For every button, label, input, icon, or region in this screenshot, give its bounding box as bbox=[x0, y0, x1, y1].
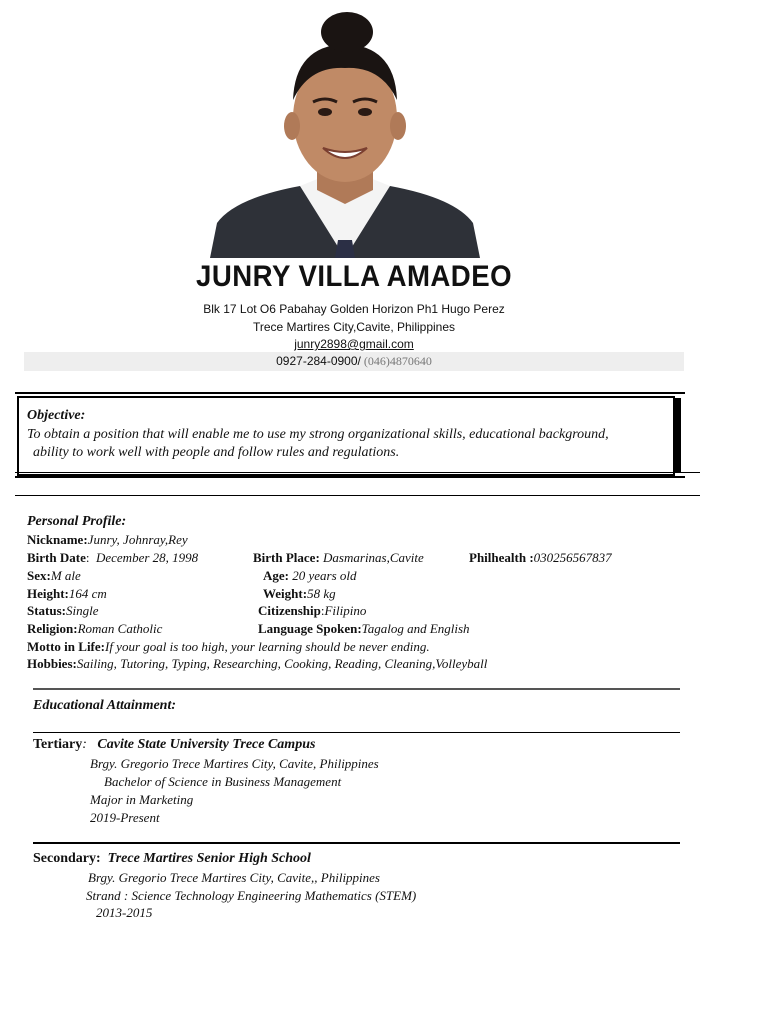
tertiary-address: Brgy. Gregorio Trece Martires City, Cavite, Philippines bbox=[90, 756, 379, 771]
objective-text bbox=[27, 426, 667, 462]
education-top-rule bbox=[33, 688, 680, 690]
religion-row: Religion:Roman Catholic bbox=[27, 621, 163, 636]
secondary-top-rule bbox=[33, 842, 680, 844]
citizenship-row: Citizenship:Filipino bbox=[258, 603, 367, 618]
profile-photo bbox=[205, 8, 485, 258]
nickname-row: Nickname:Junry, Johnray,Rey bbox=[27, 532, 188, 547]
secondary-row: Secondary: Trece Martires Senior High School bbox=[33, 851, 311, 866]
motto-row: Motto in Life:If your goal is too high, your learning should be never ending. bbox=[27, 639, 430, 654]
objective-title: Objective: bbox=[27, 408, 86, 423]
secondary-strand: Strand : Science Technology Engineering Mathematics (STEM) bbox=[86, 888, 417, 903]
language-row: Language Spoken:Tagalog and English bbox=[258, 621, 470, 636]
profile-title: Personal Profile: bbox=[27, 514, 127, 529]
birthplace-row: Birth Place: Dasmarinas,Cavite bbox=[253, 550, 424, 565]
objective-line-1: To obtain a position that will enable me to use my strong organizational skills, educational background, bbox=[27, 427, 609, 442]
hobbies-row: Hobbies:Sailing, Tutoring, Typing, Researching, Cooking, Reading, Cleaning,Volleyball bbox=[27, 656, 488, 671]
email-link[interactable]: junry2898@gmail.com bbox=[294, 337, 414, 351]
secondary-years: 2013-2015 bbox=[96, 905, 153, 920]
status-row: Status:Single bbox=[27, 603, 99, 618]
tertiary-major: Major in Marketing bbox=[90, 792, 194, 807]
weight-row: Weight:58 kg bbox=[263, 586, 336, 601]
address-line-1: Blk 17 Lot O6 Pabahay Golden Horizon Ph1 Hugo Perez bbox=[203, 302, 505, 316]
sex-row: Sex:M ale bbox=[27, 568, 81, 583]
philhealth-row: Philhealth :030256567837 bbox=[469, 550, 612, 565]
section-divider bbox=[15, 495, 700, 496]
address-line-2: Trece Martires City,Cavite, Philippines bbox=[252, 320, 456, 334]
age-row: Age: 20 years old bbox=[263, 568, 357, 583]
tertiary-degree: Bachelor of Science in Business Management bbox=[104, 774, 342, 789]
tertiary-years: 2019-Present bbox=[90, 810, 160, 825]
objective-line-2: ability to work well with people and follow rules and regulations. bbox=[33, 445, 400, 460]
education-title: Educational Attainment: bbox=[33, 698, 177, 713]
phone-landline: (046)4870640 bbox=[360, 354, 432, 368]
birthdate-row: Birth Date: December 28, 1998 bbox=[27, 550, 199, 565]
education-title-rule bbox=[33, 732, 680, 733]
secondary-address: Brgy. Gregorio Trece Martires City, Cavite,, Philippines bbox=[88, 870, 380, 885]
applicant-name: JUNRY VILLA AMADEO bbox=[196, 260, 512, 293]
tertiary-row: Tertiary: Cavite State University Trece Campus bbox=[33, 737, 316, 752]
objective-underline bbox=[15, 472, 700, 473]
objective-side-bar bbox=[675, 398, 681, 472]
phone-line bbox=[0, 354, 708, 369]
height-row: Height:164 cm bbox=[27, 586, 107, 601]
phone-mobile: 0927-284-0900/ bbox=[276, 354, 361, 368]
